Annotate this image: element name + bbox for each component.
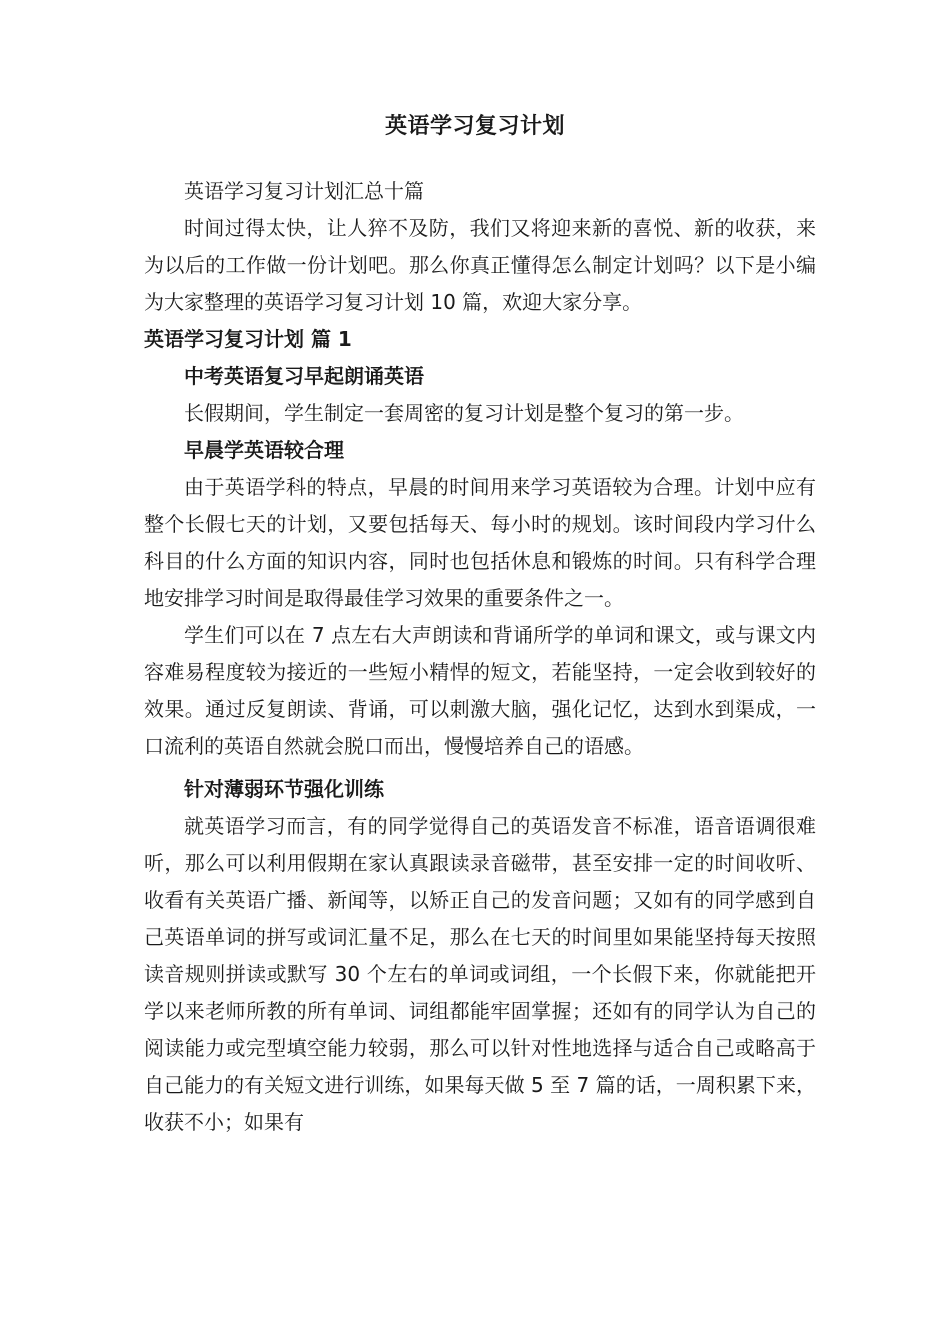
body-paragraph: 长假期间，学生制定一套周密的复习计划是整个复习的第一步。 [184,401,744,425]
body-paragraph: 学生们可以在 7 点左右大声朗读和背诵所学的单词和课文，或与课文内容难易程度较为接近的一些短小精悍的短文，若能坚持，一定会收到较好的效果。通过反复朗读、背诵，可以刺激大脑，强化记忆，达到水到渠成，一口流利的英语自然就会脱口而出，慢慢培养自己的语感。 [144,623,816,758]
intro-paragraph: 时间过得太快，让人猝不及防，我们又将迎来新的喜悦、新的收获，来为以后的工作做一份计划吧。那么你真正懂得怎么制定计划吗？以下是小编为大家整理的英语学习复习计划 10 篇，欢迎大家分享。 [144,216,816,314]
body-paragraph: 由于英语学科的特点，早晨的时间用来学习英语较为合理。计划中应有整个长假七天的计划，又要包括每天、每小时的规划。该时间段内学习什么科目的什么方面的知识内容，同时也包括休息和锻炼的时间。只有科学合理地安排学习时间是取得最佳学习效果的重要条件之一。 [144,475,816,610]
subtitle-paragraph: 英语学习复习计划汇总十篇 [184,179,424,203]
body-paragraph: 就英语学习而言，有的同学觉得自己的英语发音不标准，语音语调很难听，那么可以利用假期在家认真跟读录音磁带，甚至安排一定的时间收听、收看有关英语广播、新闻等，以矫正自己的发音问题；又如有的同学感到自己英语单词的拼写或词汇量不足，那么在七天的时间里如果能坚持每天按照读音规则拼读或默写 30 个左右的单词或词组，一个长假下来，你就能把开学以来老师所教的所有单词、词组都能牢固掌握；还如有的同学认为自己的阅读能力或完型填空能力较弱，那么可以针对性地选择与适合自己或略高于自己能力的有关短文进行训练，如果每天做 5 至 7 篇的话，一周积累下来，收获不小；如果有 [144,814,816,1134]
subheading: 中考英语复习早起朗诵英语 [184,364,424,388]
section-heading: 英语学习复习计划 篇 1 [144,327,352,351]
document-body [144,173,816,1141]
subheading: 早晨学英语较合理 [184,438,344,462]
document-title: 英语学习复习计划 [384,114,565,139]
subheading: 针对薄弱环节强化训练 [184,777,384,801]
